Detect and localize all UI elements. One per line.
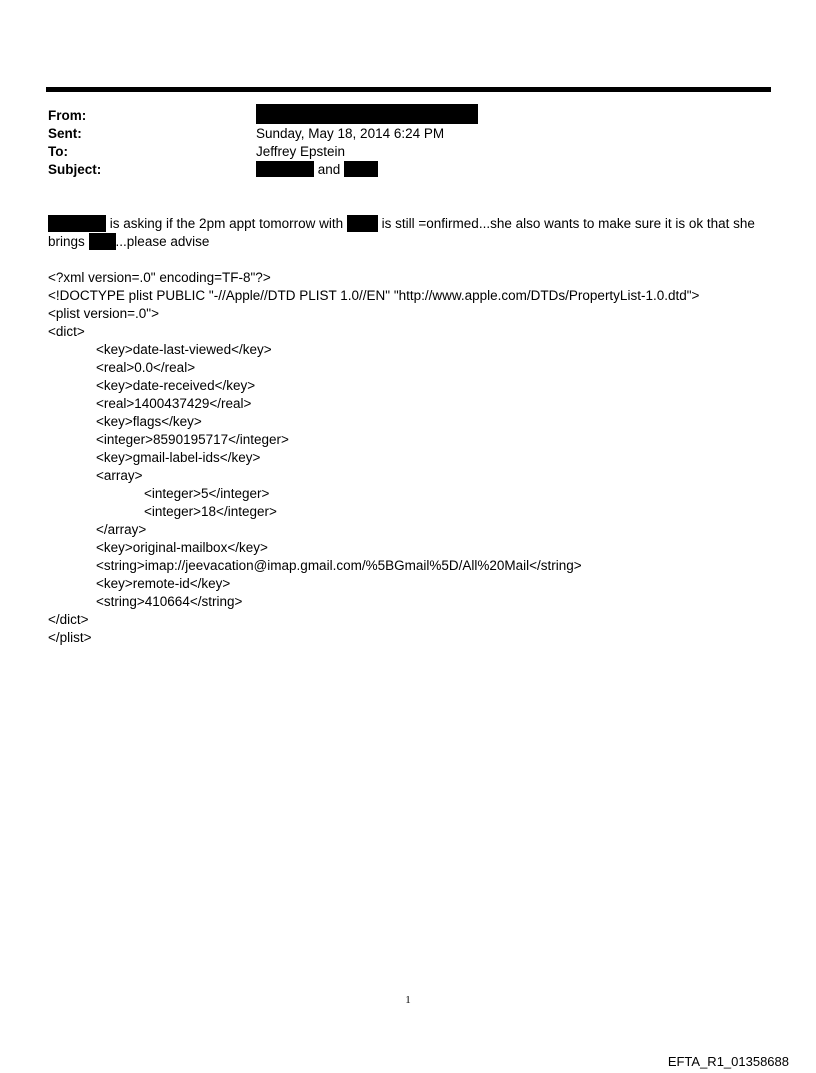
header-rule [46, 87, 771, 92]
xml-line: <key>original-mailbox</key> [96, 540, 268, 555]
redaction-body-1 [48, 215, 106, 232]
xml-line: </dict> [48, 612, 89, 627]
xml-line: <key>date-received</key> [96, 378, 256, 393]
body-line-1 [48, 215, 773, 233]
body-text-1a: is asking if the 2pm appt tomorrow with [109, 216, 344, 231]
xml-line: <key>gmail-label-ids</key> [96, 450, 261, 465]
from-value [256, 104, 478, 124]
subject-label: Subject: [48, 162, 102, 177]
xml-line: <key>flags</key> [96, 414, 202, 429]
body-text-1b: is still =onfirmed...she also wants to make sure it is ok that she [381, 216, 755, 231]
xml-line: <integer>5</integer> [144, 486, 270, 501]
xml-line: </plist> [48, 630, 92, 645]
document-id: EFTA_R1_01358688 [667, 1054, 789, 1069]
from-label: From: [48, 108, 87, 123]
redaction-subject-2 [344, 161, 378, 177]
to-label: To: [48, 144, 68, 159]
redaction-body-3 [89, 233, 116, 250]
xml-line: <array> [96, 468, 143, 483]
body-text-2b: ...please advise [115, 234, 210, 249]
xml-line: <string>imap://jeevacation@imap.gmail.com/%5BGmail%5D/All%20Mail</string> [96, 558, 582, 573]
xml-line: <!DOCTYPE plist PUBLIC "-//Apple//DTD PLIST 1.0//EN" "http://www.apple.com/DTDs/PropertyList-1.0.dtd"> [48, 288, 700, 303]
body-line-2 [48, 233, 773, 251]
body-text-2a: brings [48, 234, 85, 249]
to-value: Jeffrey Epstein [256, 144, 346, 159]
xml-line: <key>remote-id</key> [96, 576, 231, 591]
sent-value: Sunday, May 18, 2014 6:24 PM [256, 126, 445, 141]
xml-line: <integer>18</integer> [144, 504, 277, 519]
xml-line: <plist version=.0"> [48, 306, 159, 321]
redaction-subject-1 [256, 161, 314, 177]
page-number: 1 [405, 994, 411, 1006]
sent-label: Sent: [48, 126, 82, 141]
redaction-body-2 [347, 215, 378, 232]
xml-line: <integer>8590195717</integer> [96, 432, 289, 447]
redaction-from [256, 104, 478, 124]
xml-line: <key>date-last-viewed</key> [96, 342, 272, 357]
xml-line: <?xml version=.0" encoding=TF-8"?> [48, 270, 271, 285]
subject-and: and [317, 162, 341, 177]
xml-line: <real>1400437429</real> [96, 396, 252, 411]
xml-line: </array> [96, 522, 147, 537]
subject-value [256, 161, 378, 179]
xml-line: <dict> [48, 324, 85, 339]
xml-line: <string>410664</string> [96, 594, 243, 609]
xml-line: <real>0.0</real> [96, 360, 196, 375]
